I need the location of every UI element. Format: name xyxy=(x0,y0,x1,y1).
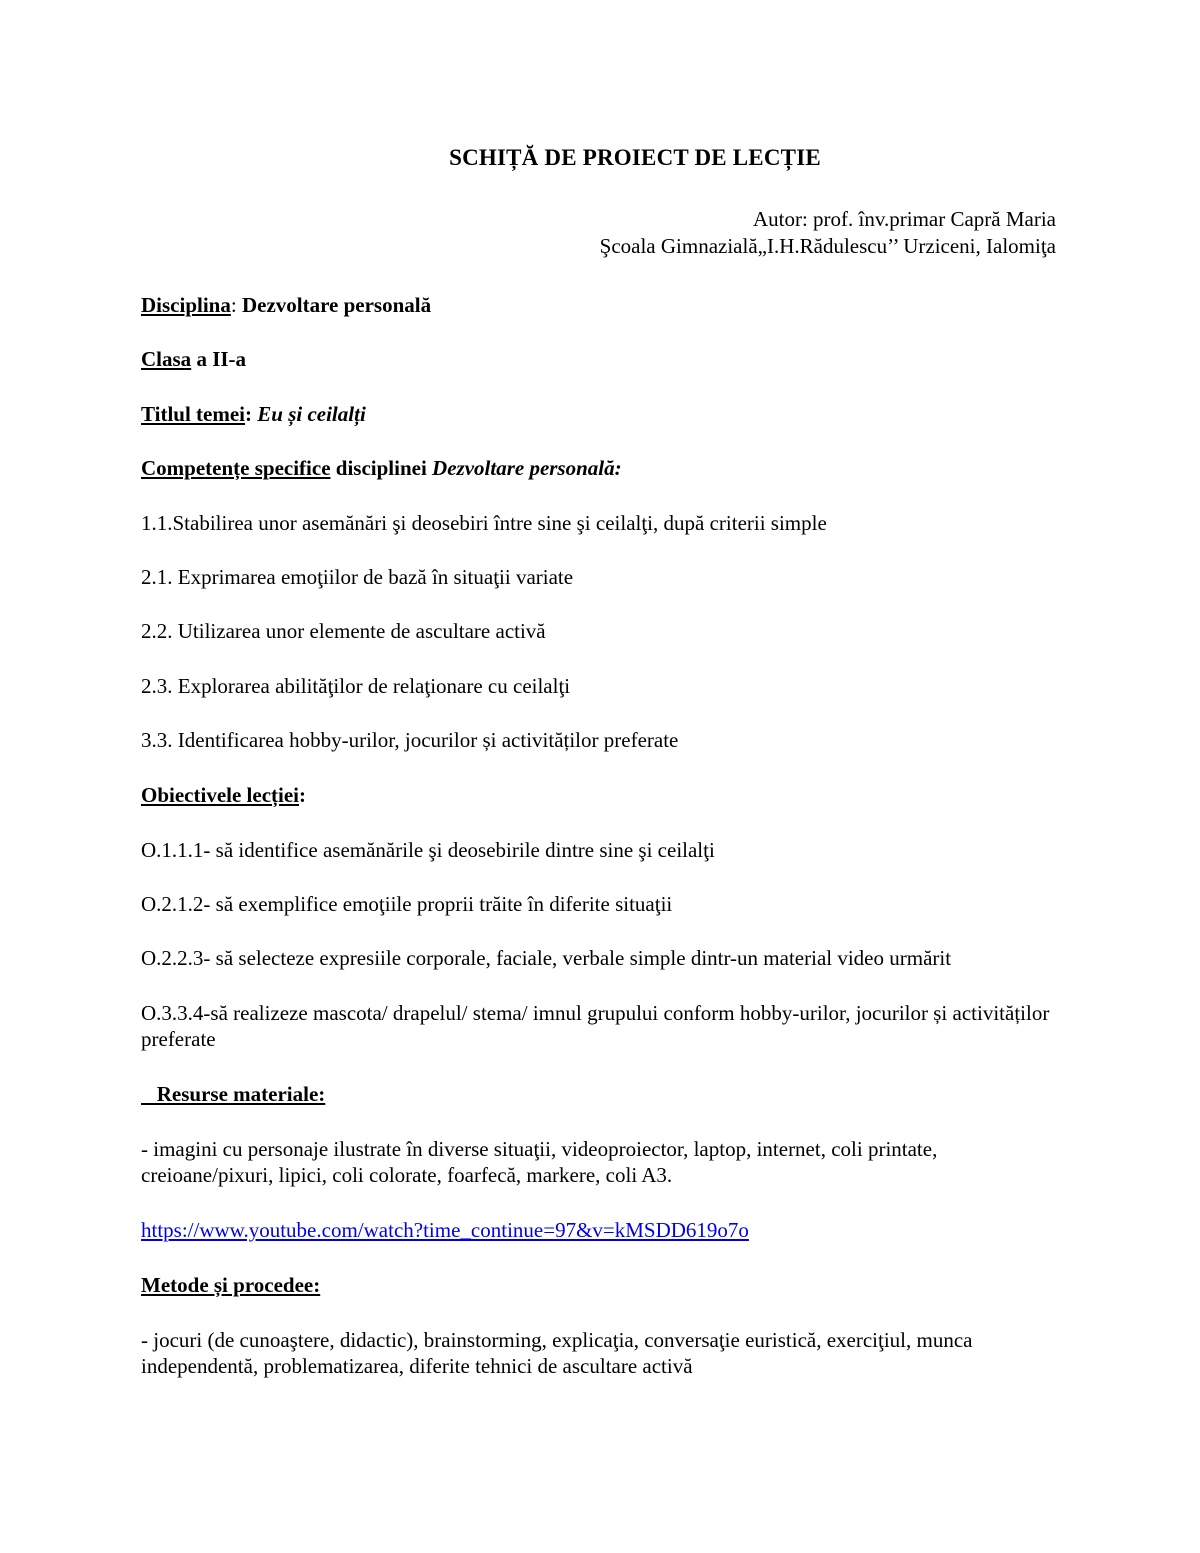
author-name: Autor: prof. înv.primar Capră Maria xyxy=(752,207,1056,231)
obiectiv-item: O.2.1.2- să exemplifice emoţiile proprii trăite în diferite situaţii xyxy=(141,892,673,916)
author-school: Şcoala Gimnazială„I.H.Rădulescu’’ Urziceni, Ialomiţa xyxy=(599,234,1056,258)
clasa-label: Clasa xyxy=(141,347,192,371)
competente-heading xyxy=(141,455,622,481)
tema-value: Eu și ceilalți xyxy=(257,402,366,426)
disciplina-value: Dezvoltare personală xyxy=(241,293,432,317)
obiectiv-item: O.1.1.1- să identifice asemănările şi deosebirile dintre sine şi ceilalţi xyxy=(141,838,715,862)
resurse-label: Resurse materiale: xyxy=(141,1082,326,1106)
document-title: SCHIȚĂ DE PROIECT DE LECȚIE xyxy=(449,145,821,170)
competente-label: Competențe specifice xyxy=(141,456,331,480)
obiectiv-item: O.3.3.4-să realizeze mascota/ drapelul/ stema/ imnul grupului conform hobby-urilor, jocurilor și activităților preferate xyxy=(141,1001,1050,1051)
obiective-heading xyxy=(141,782,306,808)
resurse-link-line xyxy=(141,1217,749,1243)
clasa-line xyxy=(141,346,246,372)
competente-value: Dezvoltare personală: xyxy=(432,456,622,480)
tema-label: Titlul temei xyxy=(141,402,246,426)
competenta-item: 2.2. Utilizarea unor elemente de ascultare activă xyxy=(141,619,546,643)
disciplina-separator: : xyxy=(230,293,242,317)
metode-label: Metode și procedee: xyxy=(141,1273,321,1297)
tema-separator: : xyxy=(245,402,258,426)
obiective-label: Obiectivele lecției xyxy=(141,783,300,807)
tema-line xyxy=(141,401,366,427)
metode-heading xyxy=(141,1272,320,1298)
competenta-item: 1.1.Stabilirea unor asemănări şi deosebiri între sine şi ceilalţi, după criterii simple xyxy=(141,511,827,535)
competenta-item: 2.1. Exprimarea emoţiilor de bază în situaţii variate xyxy=(141,565,574,589)
resurse-text: - imagini cu personaje ilustrate în diverse situaţii, videoproiector, laptop, internet, coli printate, creioane/pixuri, lipici, coli colorate, foarfecă, markere, coli A3. xyxy=(141,1137,938,1187)
competenta-item: 3.3. Identificarea hobby-urilor, jocurilor și activităților preferate xyxy=(141,728,679,752)
resurse-heading xyxy=(141,1081,325,1107)
youtube-link[interactable]: https://www.youtube.com/watch?time_continue=97&v=kMSDD619o7o xyxy=(141,1218,749,1242)
disciplina-label: Disciplina xyxy=(141,293,231,317)
metode-text: - jocuri (de cunoaştere, didactic), brainstorming, explicaţia, conversaţie euristică, exerciţiul, munca independentă, problematizarea, diferite tehnici de ascultare activă xyxy=(141,1328,973,1378)
obiectiv-item: O.2.2.3- să selecteze expresiile corporale, faciale, verbale simple dintr-un material video urmărit xyxy=(141,946,952,970)
obiective-suffix: : xyxy=(299,783,307,807)
clasa-value: a II-a xyxy=(191,347,247,371)
competente-middle: disciplinei xyxy=(330,456,433,480)
competenta-item: 2.3. Explorarea abilităţilor de relaţionare cu ceilalţi xyxy=(141,674,571,698)
disciplina-line xyxy=(141,292,431,318)
